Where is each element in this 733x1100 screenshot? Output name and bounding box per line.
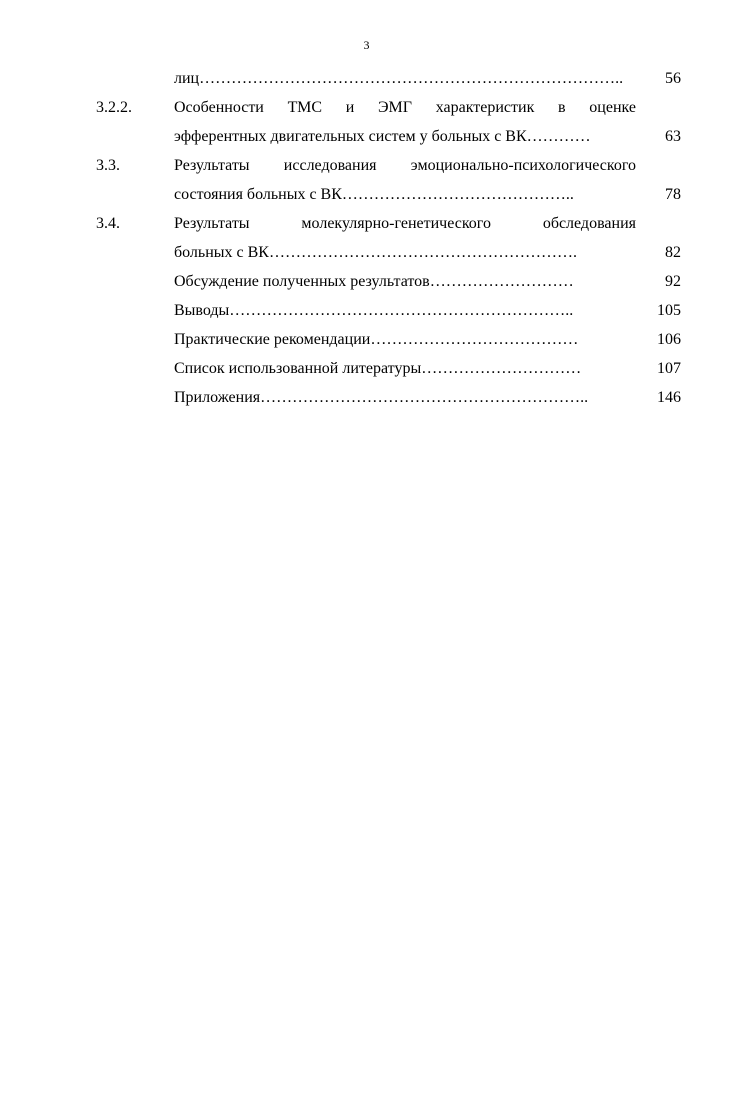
toc-row — [96, 64, 681, 93]
toc-row — [96, 325, 681, 354]
toc-entry-text: Особенности ТМС и ЭМГ характеристик в оценке — [174, 99, 636, 116]
toc-entry-text: лиц…………………………………………………………………….. — [174, 70, 624, 87]
toc-page-number: 82 — [665, 244, 681, 261]
toc-page-number: 78 — [665, 186, 681, 203]
toc-page-number: 92 — [665, 273, 681, 290]
toc-entry-text: Результаты исследования эмоционально-психологического — [174, 157, 636, 174]
toc-section-number: 3.2.2. — [96, 99, 132, 116]
toc-row — [96, 93, 681, 122]
toc-page-number: 107 — [657, 360, 681, 377]
toc-entry-text: Выводы……………………………………………………….. — [174, 302, 574, 319]
toc-page-number: 105 — [657, 302, 681, 319]
toc-page-number: 56 — [665, 70, 681, 87]
toc-section-number: 3.4. — [96, 215, 120, 232]
toc-entry-text: Приложения…………………………………………………….. — [174, 389, 589, 406]
toc-row — [96, 180, 681, 209]
toc-row — [96, 238, 681, 267]
toc-entry-text: больных с ВК…………………………………………………. — [174, 244, 577, 261]
toc-row — [96, 296, 681, 325]
table-of-contents — [96, 64, 681, 412]
toc-entry-text: Результаты молекулярно-генетического обследования — [174, 215, 636, 232]
toc-entry-text: Список использованной литературы………………………… — [174, 360, 582, 377]
toc-entry-text: Обсуждение полученных результатов……………………… — [174, 273, 574, 290]
toc-entry-text: эфферентных двигательных систем у больных с ВК………… — [174, 128, 591, 145]
toc-section-number: 3.3. — [96, 157, 120, 174]
toc-row — [96, 209, 681, 238]
toc-page-number: 63 — [665, 128, 681, 145]
toc-page-number: 106 — [657, 331, 681, 348]
toc-row — [96, 151, 681, 180]
toc-entry-text: состояния больных с ВК…………………………………….. — [174, 186, 574, 203]
toc-row — [96, 122, 681, 151]
toc-row — [96, 354, 681, 383]
toc-row — [96, 383, 681, 412]
page-number: 3 — [363, 38, 370, 52]
toc-page-number: 146 — [657, 389, 681, 406]
toc-row — [96, 267, 681, 296]
toc-entry-text: Практические рекомендации………………………………… — [174, 331, 579, 348]
